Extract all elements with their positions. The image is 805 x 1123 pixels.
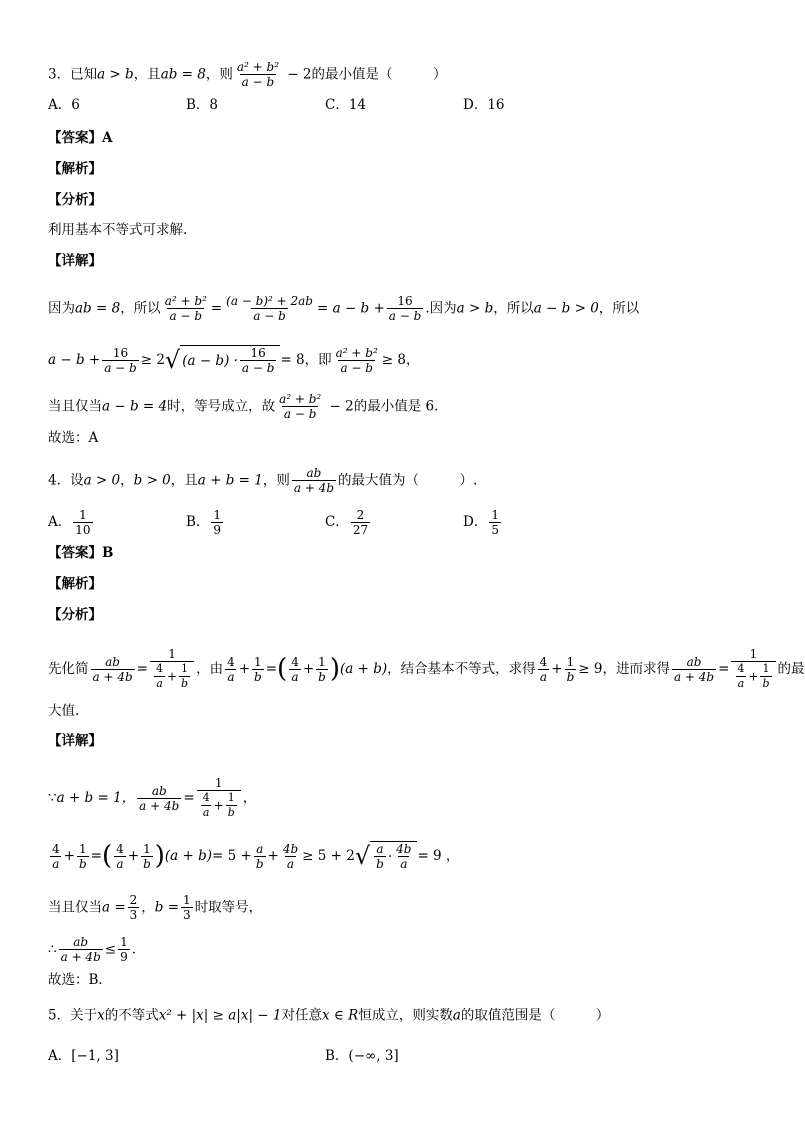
q3-stem-mid2: ，则	[205, 66, 233, 83]
q4-option-d: D． $\frac{1}{5}$	[463, 508, 499, 537]
q4-option-c: C． $\frac{2}{27}$	[325, 508, 369, 537]
q3-xiangjie-heading: 【详解】	[48, 253, 102, 269]
q4-xiangjie-heading: 【详解】	[48, 733, 102, 749]
q3-stem-prefix: 3．已知	[48, 66, 98, 83]
q4-f1-complex-frac: 1 $\frac{4}{a}$ + $\frac{1}{b}$	[150, 647, 194, 691]
q3-fenxi-heading: 【分析】	[48, 192, 102, 208]
q5-stem: 5．关于x的不等式x² + |x| ≥ a|x| − 1对任意x ∈ R恒成立，则实数a的取值范围是（ ）	[48, 1007, 610, 1024]
q4-detail-line-2: $\frac{4}{a}$ + $\frac{1}{b}$ =( $\frac{4}{a}$ + $\frac{1}{b}$ )(a + b)= 5 + $\frac{a}{b}$ + $\frac{4b}{a}$ ≥ 5 + 2 √ $\frac{a}{b}$ · $\frac{4b}{a}$ = 9 ，	[52, 841, 460, 871]
q5-option-a: A．[−1, 3]	[48, 1048, 119, 1064]
q4-jiexi-heading: 【解析】	[48, 576, 102, 592]
q3-choose: 故选：A	[48, 430, 99, 446]
q3-d1-frac-2: $\frac{\text{(a − b)² + 2ab}}{a - b}$	[226, 294, 313, 323]
q3-jiexi-heading: 【解析】	[48, 161, 102, 177]
q3-condition-2: ab = 8	[160, 66, 206, 83]
q3-option-a: A．6	[48, 97, 80, 113]
q3-tail-expr: − 2	[283, 66, 312, 83]
q4-stem: 4．设a > 0，b > 0，且a + b = 1，则 $\frac{ab}{a + 4b}$ 的最大值为（ ）.	[48, 466, 478, 495]
q4-option-b: B． $\frac{1}{9}$	[186, 508, 222, 537]
q3-stem	[48, 60, 447, 89]
q3-detail-line-1: 因为ab = 8，所以 $\frac{\text{a² + b²}}{a - b}$ = $\frac{\text{(a − b)² + 2ab}}{a - b}$ = a − b + $\frac{16}{a - b}$ .因为a > b，所以a − b > 0，所以	[48, 294, 640, 323]
q4-choose: 故选：B．	[48, 972, 112, 988]
q3-stem-mid1: ，且	[133, 66, 161, 83]
q3-answer: 【答案】A	[48, 130, 113, 146]
q3-condition-1: a > b	[97, 66, 134, 83]
q4-stem-frac: $\frac{ab}{a + 4b}$	[293, 466, 334, 495]
q3-d3-frac: $\frac{\text{a² + b²}}{a - b}$	[279, 392, 322, 421]
q3-option-b: B．8	[186, 97, 219, 113]
q3-d2-frac-2: $\frac{\text{a² + b²}}{a - b}$	[335, 345, 378, 375]
q3-d1-frac-1: $\frac{\text{a² + b²}}{a - b}$	[164, 294, 207, 323]
q4-detail-line-4: ∴ $\frac{ab}{a + 4b}$ ≤ $\frac{1}{9}$ .	[48, 935, 136, 964]
q4-fenxi-line-1: 先化简 $\frac{ab}{a + 4b}$ = 1 $\frac{4}{a}$ + $\frac{1}{b}$ ，由 $\frac{4}{a}$ + $\frac{1}{b}$ =( $\frac{4}{a}$ + $\frac{1}{b}$ )(a + b)，结合基本不等式，求得 $\frac{4}{a}$ + $\frac{1}{b}$ ≥ 9，进而求得 $\frac{ab}{a + 4b}$ = 1 $\frac{4}{a}$ + $\frac{1}{b}$ 的最	[48, 647, 805, 690]
q4-option-a: A． $\frac{1}{10}$	[48, 508, 91, 537]
q3-option-c: C．14	[325, 97, 367, 113]
q3-detail-line-3: 当且仅当a − b = 4时，等号成立，故 $\frac{\text{a² + b²}}{a - b}$ − 2的最小值是 6.	[48, 392, 439, 421]
q3-detail-line-2: a − b + $\frac{16}{a - b}$ ≥ 2 √ (a − b) · $\frac{16}{a - b}$ = 8，即 $\frac{\text{a² + b²}}{a - b}$ ≥ 8，	[48, 345, 420, 375]
q3-d2-frac-1: $\frac{16}{a - b}$	[104, 345, 137, 375]
q3-option-d: D．16	[463, 97, 505, 113]
q4-answer: 【答案】B	[48, 545, 114, 561]
q3-fraction: $\frac{\text{a² + b²}}{a - b}$	[236, 60, 280, 89]
q4-detail-line-1: ∵a + b = 1， $\frac{ab}{a + 4b}$ = 1 $\frac{4}{a}$ + $\frac{1}{b}$ ，	[48, 776, 257, 819]
q3-sqrt: √ (a − b) · $\frac{16}{a - b}$	[165, 345, 281, 375]
q3-stem-suffix: 的最小值是（ ）	[311, 66, 447, 83]
q4-fenxi-heading: 【分析】	[48, 607, 102, 623]
q3-fenxi-text: 利用基本不等式可求解.	[48, 222, 188, 238]
q5-option-b: B．(−∞, 3]	[325, 1048, 399, 1064]
q3-d1-frac-3: $\frac{16}{a - b}$	[388, 294, 422, 323]
q4-sqrt: √ $\frac{a}{b}$ · $\frac{4b}{a}$	[355, 841, 418, 871]
q4-fenxi-line-2: 大值.	[48, 703, 80, 719]
q4-detail-line-3: 当且仅当a = $\frac{2}{3}$ ，b = $\frac{1}{3}$ 时取等号，	[48, 893, 263, 922]
